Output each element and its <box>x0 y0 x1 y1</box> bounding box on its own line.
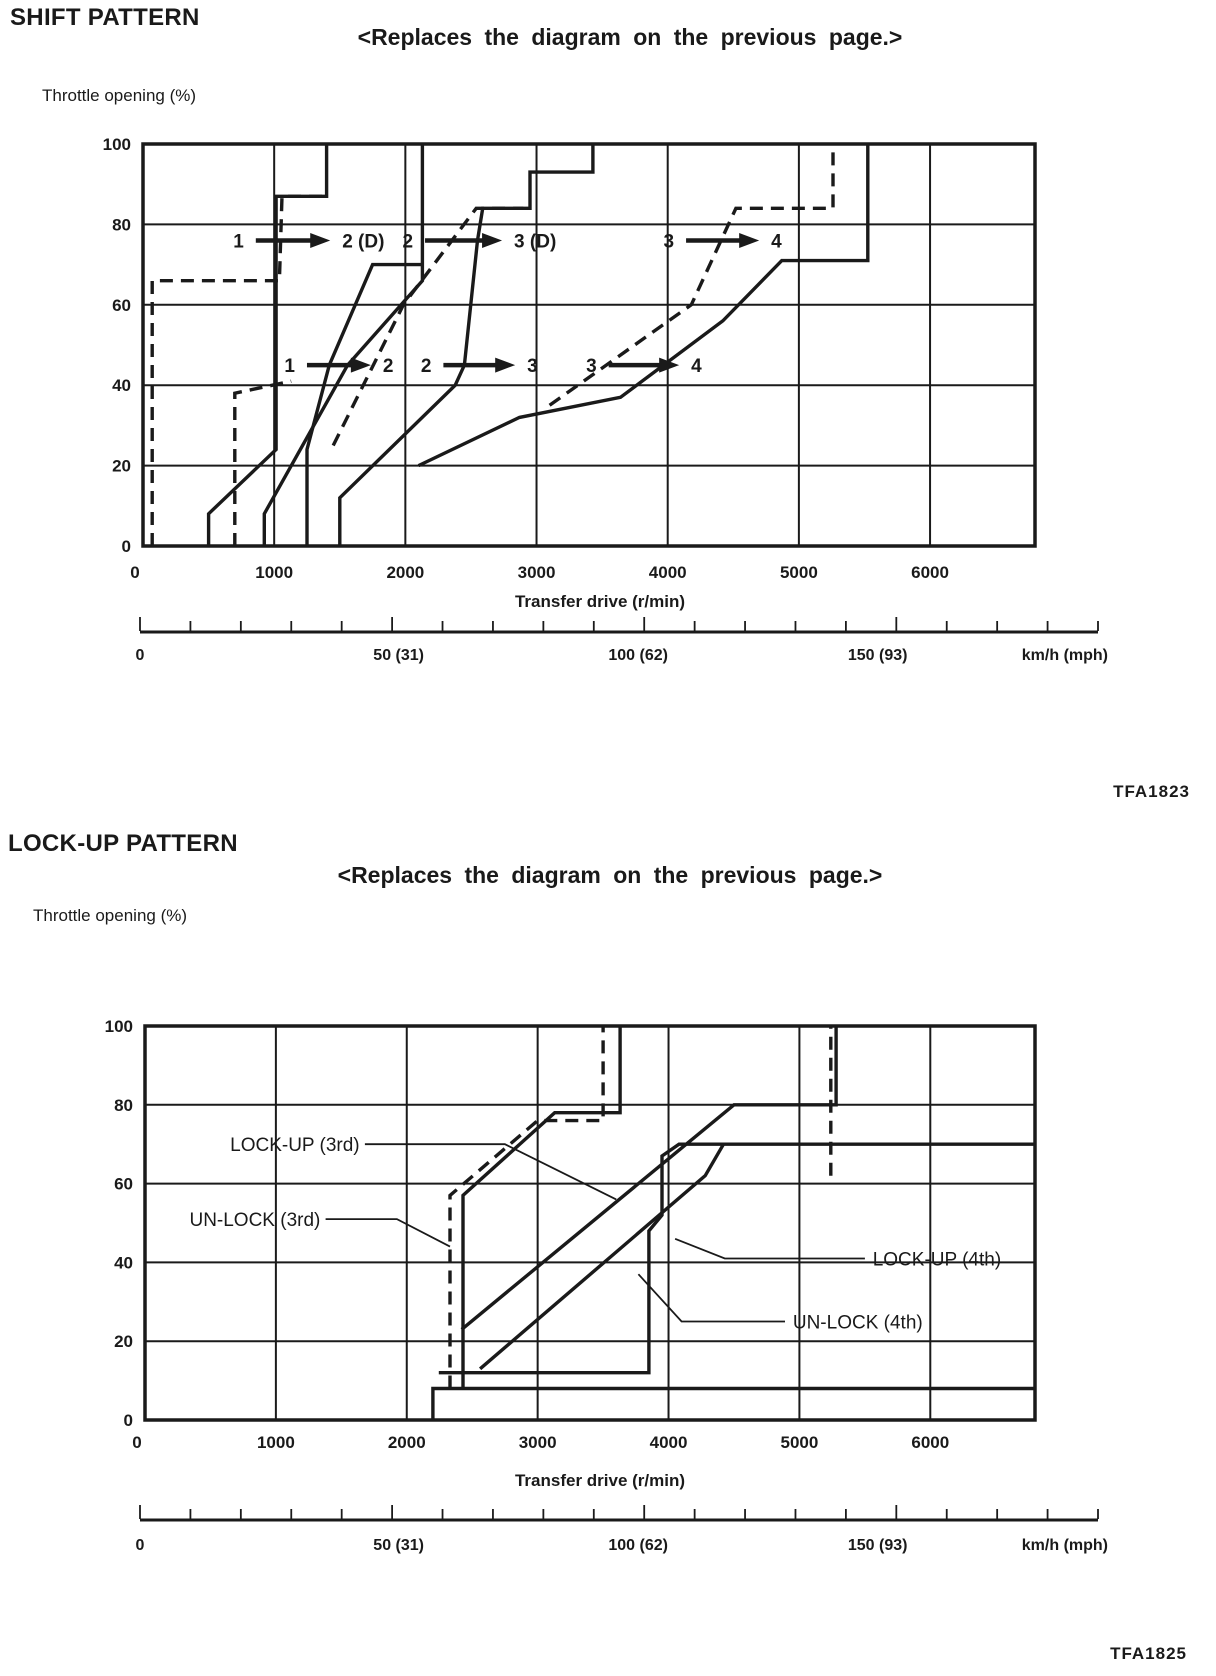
x-tick-label: 5000 <box>780 1433 819 1452</box>
curve-label-text: LOCK-UP (4th) <box>872 1249 1002 1271</box>
x-tick-label: 0 <box>132 1433 142 1452</box>
y-tick-label: 40 <box>112 376 131 396</box>
arrow-from-label: 2 <box>402 231 414 253</box>
curve-label-text: UN-LOCK (4th) <box>792 1312 923 1334</box>
speed-ruler-label: 150 (93) <box>847 647 908 664</box>
speed-ruler-label: 0 <box>135 1537 145 1554</box>
x-tick-label: 4000 <box>648 563 687 582</box>
y-tick-label: 0 <box>123 1411 133 1430</box>
y-tick-label: 100 <box>102 135 131 154</box>
curve-label-un-lock-4th- <box>638 1274 922 1333</box>
replaces-note-2: <Replaces the diagram on the previous page.> <box>337 862 883 888</box>
y-tick-label: 80 <box>114 1095 133 1115</box>
arrow-to-label: 4 <box>691 356 702 378</box>
x-tick-label: 2000 <box>387 1433 426 1452</box>
arrow-to-label: 3 <box>527 356 538 378</box>
throttle-opening-label-1: Throttle opening (%) <box>42 86 197 105</box>
y-tick-label: 20 <box>112 456 131 476</box>
figure-code-1: TFA1823 <box>1113 782 1190 801</box>
shift-pattern-title: SHIFT PATTERN <box>10 4 200 31</box>
series-un-lock-floor <box>433 1389 1035 1421</box>
arrow-from-label: 1 <box>284 356 295 378</box>
y-tick-label: 60 <box>112 295 131 315</box>
curve-label-un-lock-3rd- <box>189 1210 450 1247</box>
curve-label-lock-up-3rd- <box>230 1135 616 1199</box>
x-axis-title: Transfer drive (r/min) <box>514 1471 686 1490</box>
throttle-opening-label-2: Throttle opening (%) <box>33 906 188 925</box>
arrow-from-label: 3 <box>663 231 675 253</box>
arrow-from-label: 3 <box>586 356 597 378</box>
lock-up-pattern-title: LOCK-UP PATTERN <box>8 830 238 857</box>
x-tick-label: 1000 <box>255 563 294 582</box>
curve-label-lock-up-4th- <box>675 1239 1001 1271</box>
speed-ruler <box>136 1505 1108 1554</box>
speed-ruler-label: 50 (31) <box>373 647 425 664</box>
x-tick-label: 6000 <box>911 563 949 582</box>
x-tick-label: 0 <box>130 563 140 582</box>
x-tick-label: 1000 <box>256 1433 295 1452</box>
leader-line <box>638 1274 785 1321</box>
figure-code-2: TFA1825 <box>1110 1644 1187 1663</box>
leader-line <box>326 1219 450 1247</box>
x-tick-label: 2000 <box>386 563 425 582</box>
curve-label-text: UN-LOCK (3rd) <box>189 1210 321 1232</box>
series-lines <box>433 1026 1035 1420</box>
speed-ruler-label: 0 <box>135 647 145 664</box>
arrow-from-label: 1 <box>233 231 244 253</box>
x-tick-label: 5000 <box>779 563 818 582</box>
x-tick-label: 3000 <box>517 563 556 582</box>
speed-ruler-label: 50 (31) <box>373 1537 425 1554</box>
series-un-lock-3rd- <box>450 1026 603 1389</box>
leader-line <box>675 1239 865 1259</box>
x-tick-label: 6000 <box>911 1433 950 1452</box>
arrow-from-label: 2 <box>420 356 432 378</box>
curve-label-text: LOCK-UP (3rd) <box>230 1135 360 1157</box>
speed-ruler-label: 150 (93) <box>847 1537 908 1554</box>
replaces-note-1: <Replaces the diagram on the previous page.> <box>357 24 903 50</box>
speed-ruler-label: 100 (62) <box>608 1537 668 1554</box>
x-tick-label: 3000 <box>518 1433 557 1452</box>
series-lock-up-3rd- <box>463 1026 620 1389</box>
arrow-to-label: 2 (D) <box>342 231 385 253</box>
speed-ruler-unit: km/h (mph) <box>1021 647 1108 664</box>
speed-ruler-label: 100 (62) <box>608 647 668 664</box>
x-axis-tick-labels <box>132 1433 949 1452</box>
x-axis-title: Transfer drive (r/min) <box>514 592 686 611</box>
y-tick-label: 20 <box>114 1332 133 1352</box>
y-tick-label: 80 <box>112 215 131 235</box>
y-tick-label: 40 <box>114 1253 133 1273</box>
series-lock-up-4th-branch <box>480 1144 723 1369</box>
arrow-to-label: 3 (D) <box>514 231 557 253</box>
plot-area <box>105 1017 1108 1554</box>
x-tick-label: 4000 <box>649 1433 688 1452</box>
y-tick-label: 100 <box>104 1017 133 1036</box>
arrow-to-label: 2 <box>382 356 394 378</box>
speed-ruler-unit: km/h (mph) <box>1021 1537 1108 1554</box>
y-tick-label: 60 <box>114 1174 133 1194</box>
y-axis-tick-labels <box>105 1017 133 1430</box>
arrow-to-label: 4 <box>771 231 782 253</box>
y-tick-label: 0 <box>121 537 131 556</box>
